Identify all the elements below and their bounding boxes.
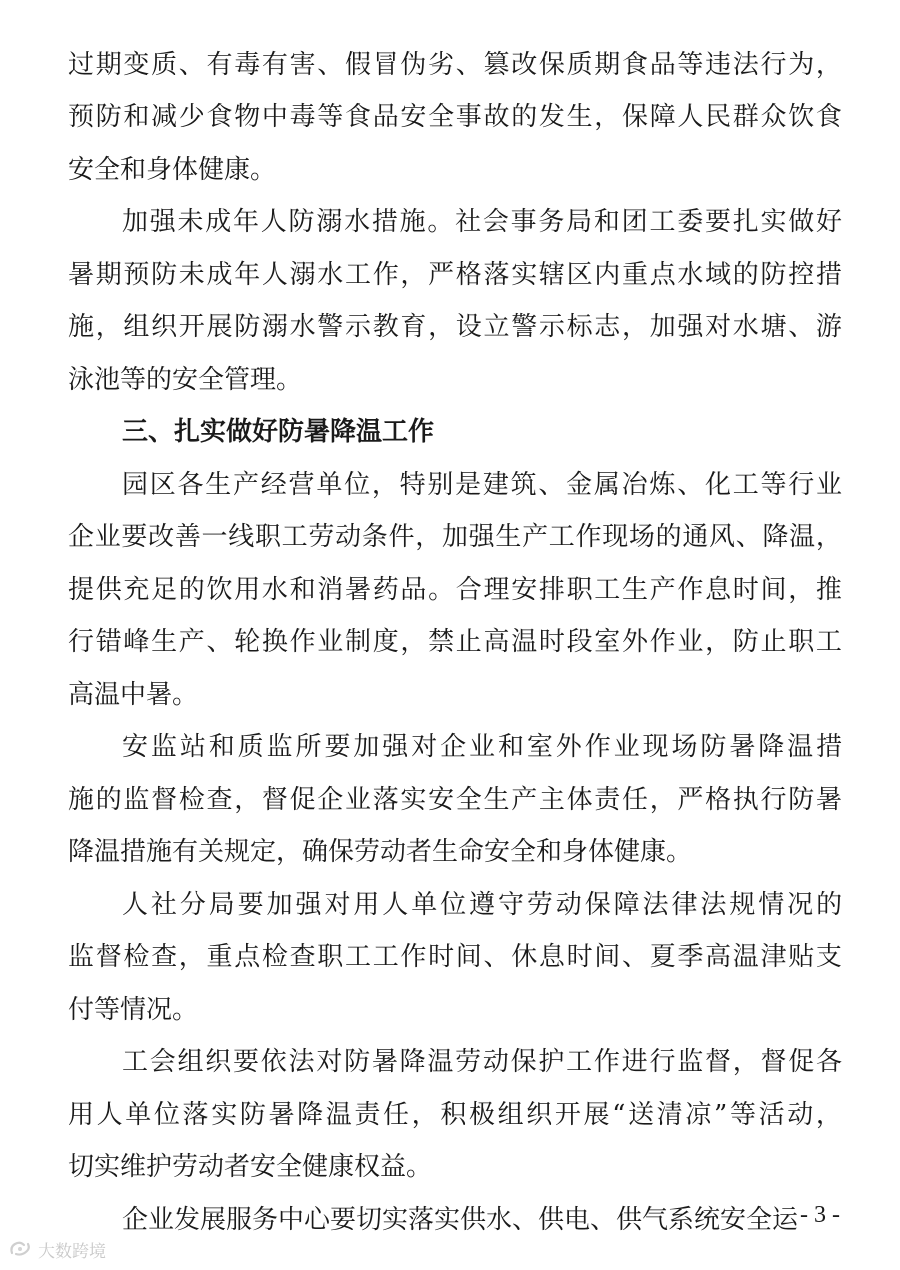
text-line-content: 过期变质、有毒有害、假冒伪劣、篡改保质期食品等违法行为， — [68, 50, 844, 80]
text-line — [0, 37, 900, 93]
text-line — [0, 247, 900, 303]
text-line-content: 安全和身体健康。 — [68, 155, 277, 185]
text-line-content: 企业要改善一线职工劳动条件，加强生产工作现场的通风、降温， — [68, 522, 843, 552]
text-line — [0, 614, 900, 670]
text-line — [0, 824, 900, 880]
text-line-content: 人社分局要加强对用人单位遵守劳动保障法律法规情况的 — [122, 890, 846, 920]
text-line — [0, 1139, 900, 1195]
text-line-content: 安监站和质监所要加强对企业和室外作业现场防暑降温措 — [122, 732, 846, 762]
text-line-content: 施，组织开展防溺水警示教育，设立警示标志，加强对水塘、游 — [68, 312, 844, 342]
text-line — [0, 299, 900, 355]
text-line — [0, 194, 900, 250]
text-line-content: 施的监督检查，督促企业落实安全生产主体责任，严格执行防暑 — [68, 785, 844, 815]
text-line — [0, 772, 900, 828]
text-line-content: 泳池等的安全管理。 — [68, 365, 303, 395]
text-line — [0, 89, 900, 145]
text-line — [0, 719, 900, 775]
text-line — [0, 877, 900, 933]
text-line — [0, 1192, 900, 1248]
text-line — [0, 457, 900, 513]
text-line — [0, 509, 900, 565]
text-line — [0, 1087, 900, 1143]
watermark-text: 大数跨境 — [38, 1241, 106, 1262]
text-line-content: 降温措施有关规定，确保劳动者生命安全和身体健康。 — [68, 837, 693, 867]
text-line — [0, 1034, 900, 1090]
text-line-content: 工会组织要依法对防暑降温劳动保护工作进行监督，督促各 — [122, 1047, 844, 1077]
text-line-content: 暑期预防未成年人溺水工作，严格落实辖区内重点水域的防控措 — [68, 260, 844, 290]
page-number: - 3 - — [800, 1202, 840, 1228]
text-line — [0, 929, 900, 985]
section-heading-text: 三、扎实做好防暑降温工作 — [122, 417, 435, 447]
text-line-content: 预防和减少食物中毒等食品安全事故的发生，保障人民群众饮食 — [68, 102, 844, 132]
text-line-content: 企业发展服务中心要切实落实供水、供电、供气系统安全运 — [122, 1205, 799, 1235]
section-heading — [0, 404, 900, 460]
text-line-content: 高温中暑。 — [68, 680, 199, 710]
text-line-content: 切实维护劳动者安全健康权益。 — [68, 1152, 433, 1182]
text-line-content: 用人单位落实防暑降温责任，积极组织开展“送清凉”等活动， — [68, 1100, 845, 1130]
text-line-content: 园区各生产经营单位，特别是建筑、金属冶炼、化工等行业 — [122, 470, 844, 500]
text-line-content: 加强未成年人防溺水措施。社会事务局和团工委要扎实做好 — [122, 207, 844, 237]
watermark — [8, 1236, 106, 1262]
text-line — [0, 352, 900, 408]
text-line — [0, 667, 900, 723]
text-line — [0, 982, 900, 1038]
watermark-logo-icon — [8, 1239, 32, 1259]
text-line-content: 付等情况。 — [68, 995, 199, 1025]
text-line-content: 监督检查，重点检查职工工作时间、休息时间、夏季高温津贴支 — [68, 942, 844, 972]
text-line — [0, 142, 900, 198]
text-line-content: 提供充足的饮用水和消暑药品。合理安排职工生产作息时间，推 — [68, 575, 844, 605]
text-line — [0, 562, 900, 618]
text-line-content: 行错峰生产、轮换作业制度，禁止高温时段室外作业，防止职工 — [68, 627, 844, 657]
